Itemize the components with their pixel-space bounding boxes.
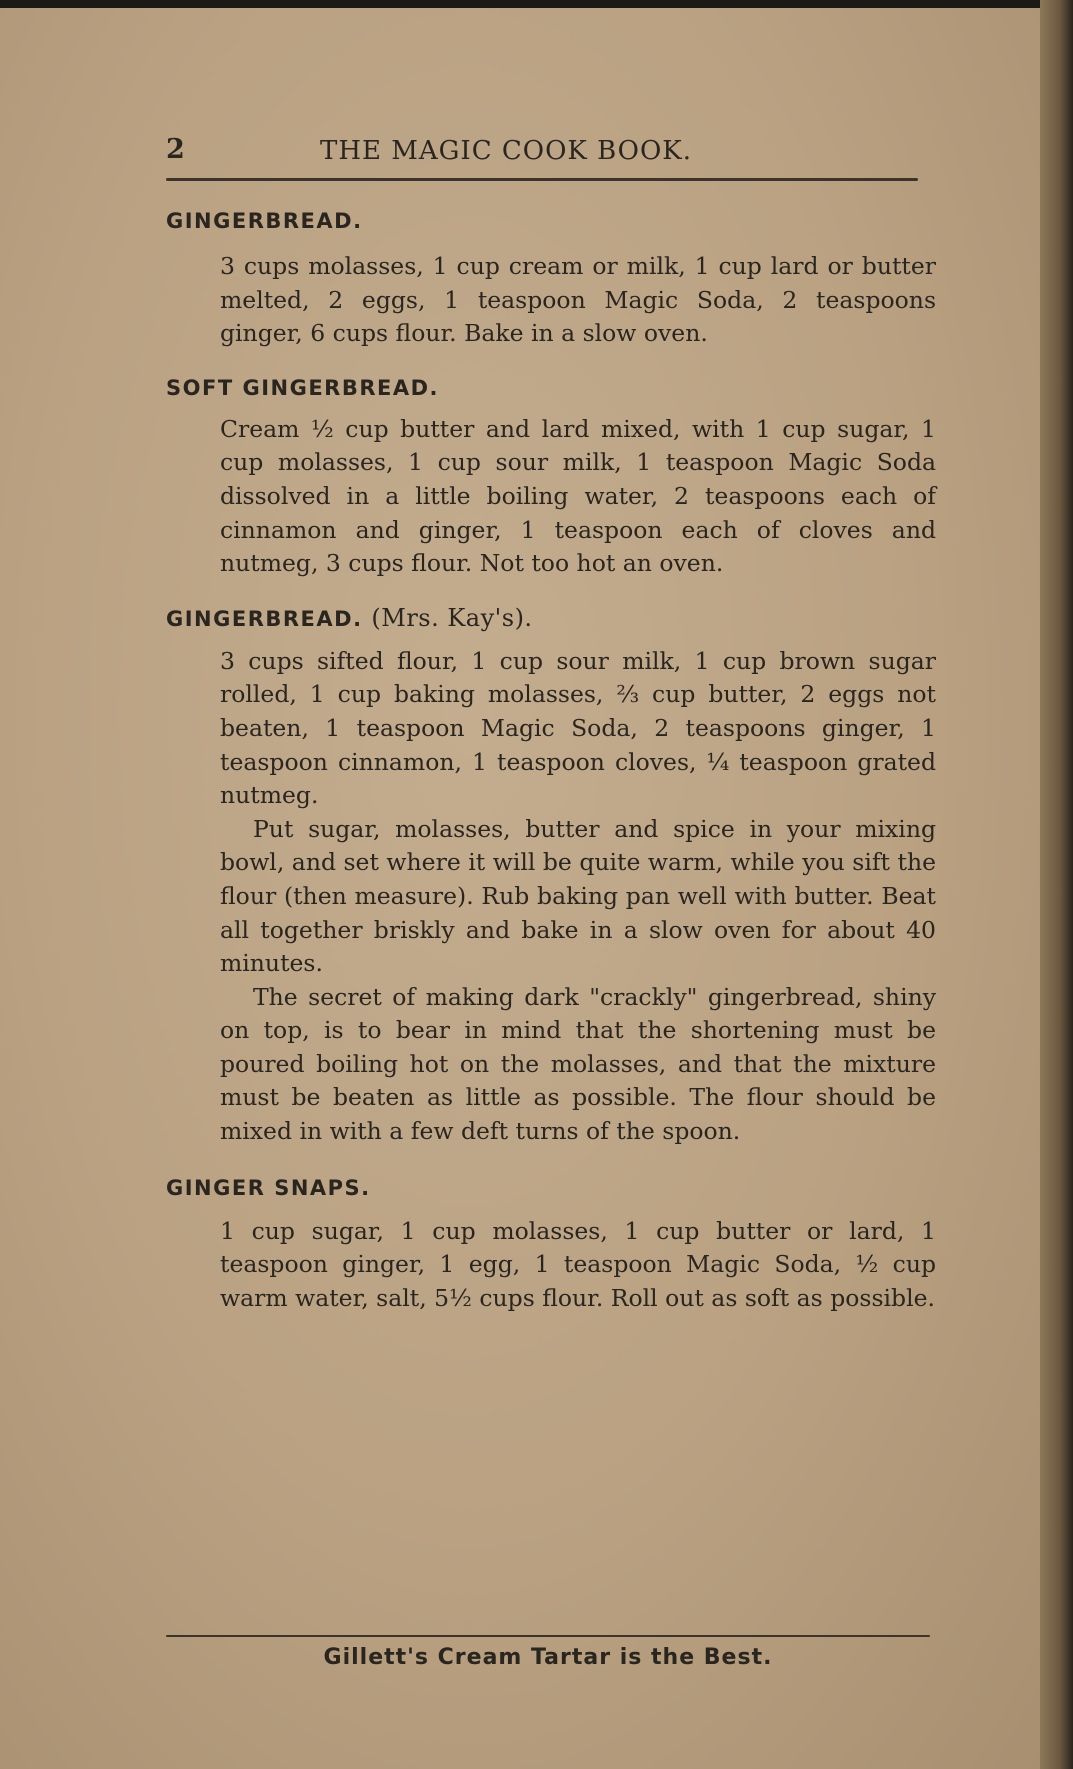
recipe-list	[166, 204, 936, 1315]
running-title: THE MAGIC COOK BOOK.	[320, 136, 692, 166]
recipe-gingerbread-mrs-kay	[166, 601, 936, 1149]
page-footer: Gillett's Cream Tartar is the Best.	[323, 1645, 773, 1670]
recipe-paragraph: Cream ½ cup butter and lard mixed, with 1 cup sugar, 1 cup molasses, 1 cup sour milk, 1 teaspoon Magic Soda dissolved in a little boiling water, 2 teaspoons each of cinnamon and ginger, 1 teaspoon each of cloves and nutmeg, 3 cups flour. Not too hot an oven.	[220, 414, 936, 578]
recipe-title-text: GINGERBREAD.	[166, 209, 363, 233]
recipe-paragraph: 3 cups molasses, 1 cup cream or milk, 1 cup lard or butter melted, 2 eggs, 1 teaspoon Magic Soda, 2 teaspoons ginger, 6 cups flour. Bake in a slow oven.	[220, 252, 936, 348]
recipe-title-text: SOFT GINGERBREAD.	[166, 375, 440, 400]
recipe-title	[166, 601, 936, 635]
recipe-paragraph: Put sugar, molasses, butter and spice in your mixing bowl, and set where it will be quite warm, while you sift the flour (then measure). Rub baking pan well with butter. Beat all together briskly and bake in a slow oven for about 40 minutes.	[220, 814, 936, 978]
recipe-title	[166, 371, 936, 405]
recipe-title	[166, 204, 936, 238]
recipe-paragraph: The secret of making dark "crackly" gingerbread, shiny on top, is to bear in mind that the shortening must be poured boiling hot on the molasses, and that the mixture must be beaten as little as possible. The flour should be mixed in with a few deft turns of the spoon.	[220, 982, 936, 1146]
footer-rule	[166, 1635, 930, 1637]
recipe-body	[220, 645, 936, 1149]
recipe-body	[220, 250, 936, 351]
recipe-body	[220, 1215, 936, 1316]
recipe-body	[220, 413, 936, 581]
page-header	[166, 134, 916, 182]
recipe-paragraph: 3 cups sifted flour, 1 cup sour milk, 1 cup brown sugar rolled, 1 cup baking molasses, ⅔ cup butter, 2 eggs not beaten, 1 teaspoon Magic Soda, 2 teaspoons ginger, 1 teaspoon cinnamon, 1 teaspoon cloves, ¼ teaspoon grated nutmeg.	[220, 646, 936, 810]
recipe-soft-gingerbread	[166, 371, 936, 581]
header-rule	[166, 178, 918, 181]
recipe-attribution: (Mrs. Kay's).	[371, 603, 533, 632]
recipe-title-text: GINGERBREAD.	[166, 606, 363, 631]
page-edge	[1040, 0, 1073, 1769]
recipe-paragraph: 1 cup sugar, 1 cup molasses, 1 cup butter or lard, 1 teaspoon ginger, 1 egg, 1 teaspoon Magic Soda, ½ cup warm water, salt, 5½ cups flour. Roll out as soft as possible.	[220, 1216, 936, 1312]
recipe-title	[166, 1171, 936, 1205]
page-number: 2	[166, 134, 185, 165]
recipe-gingerbread	[166, 204, 936, 351]
recipe-title-text: GINGER SNAPS.	[166, 1175, 371, 1200]
recipe-ginger-snaps	[166, 1171, 936, 1316]
book-page	[0, 8, 1040, 1769]
